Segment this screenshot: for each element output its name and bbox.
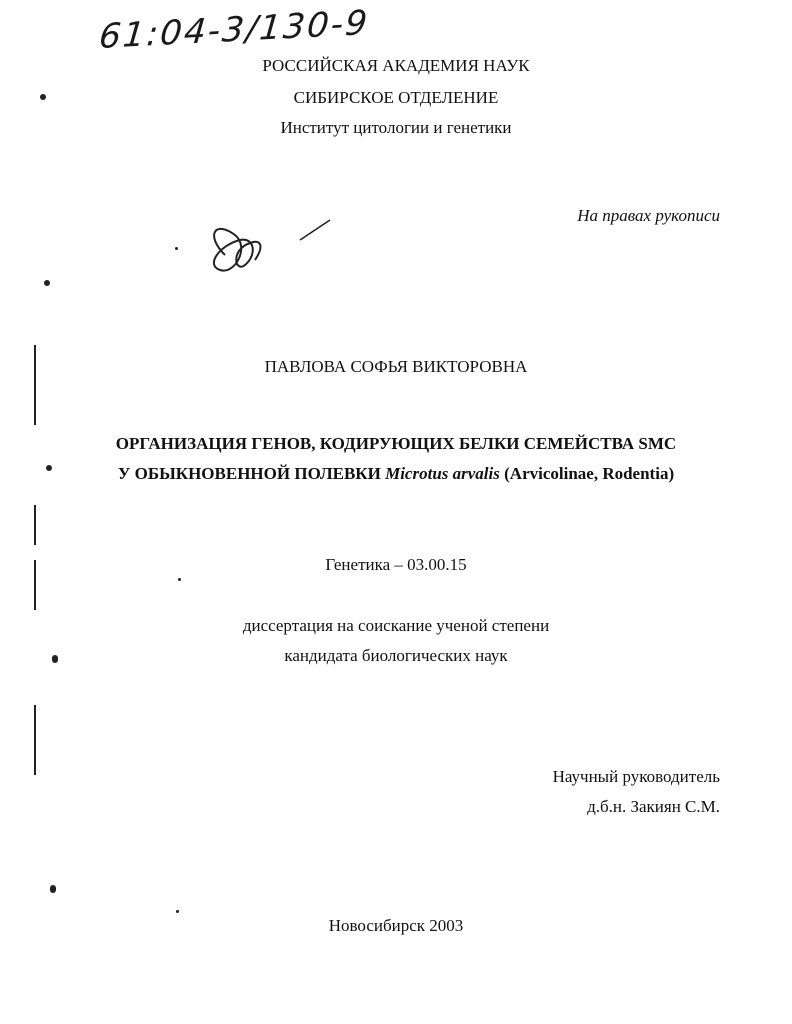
degree-line-2: кандидата биологических наук: [284, 646, 508, 665]
scan-mark: [34, 560, 36, 610]
scan-mark: [34, 505, 36, 545]
scan-mark: [34, 345, 36, 425]
scan-mark: [175, 247, 178, 250]
city-year: Новосибирск 2003: [328, 916, 464, 935]
scan-mark: [34, 705, 36, 775]
scan-mark: [178, 578, 181, 581]
title-species: Microtus arvalis: [385, 464, 500, 483]
archive-number: 61:04-3/130-9: [97, 3, 371, 57]
degree-line-1: диссертация на соискание ученой степени: [242, 616, 550, 635]
supervisor-role: Научный руководитель: [552, 767, 720, 786]
scan-mark: [50, 885, 56, 893]
scan-mark: [40, 94, 46, 100]
scan-mark: [44, 280, 50, 286]
author-name: ПАВЛОВА СОФЬЯ ВИКТОРОВНА: [264, 357, 528, 376]
institute-name: Институт цитологии и генетики: [280, 118, 512, 137]
manuscript-rights: На правах рукописи: [577, 206, 720, 225]
academy-name: РОССИЙСКАЯ АКАДЕМИЯ НАУК: [262, 56, 530, 75]
scan-mark: [46, 465, 52, 471]
branch-name: СИБИРСКОЕ ОТДЕЛЕНИЕ: [293, 88, 499, 107]
title-prefix: У ОБЫКНОВЕННОЙ ПОЛЕВКИ: [117, 464, 381, 483]
scan-mark: [52, 655, 58, 663]
title-suffix: (Arvicolinae, Rodentia): [504, 464, 675, 483]
supervisor-name: д.б.н. Закиян С.М.: [587, 797, 720, 816]
dissertation-title-line-2: [0, 463, 792, 485]
signature-image: [195, 215, 355, 295]
dissertation-title-line-1: ОРГАНИЗАЦИЯ ГЕНОВ, КОДИРУЮЩИХ БЕЛКИ СЕМЕЙСТВА SMC: [115, 434, 677, 453]
scan-mark: [176, 910, 179, 913]
specialty: Генетика – 03.00.15: [325, 555, 467, 574]
